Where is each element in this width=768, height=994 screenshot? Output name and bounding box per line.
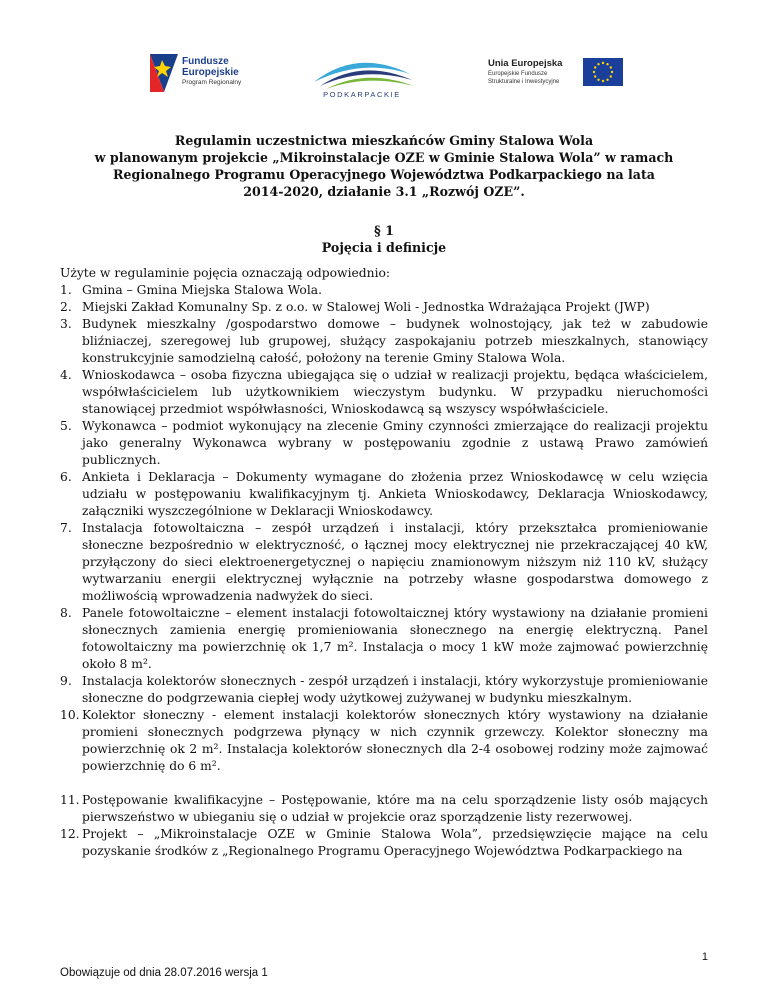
definition-item — [60, 418, 708, 469]
definitions-list — [60, 282, 708, 860]
definition-number: 3. — [60, 317, 72, 331]
definition-text: Instalacja fotowoltaiczna – zespół urządzeń i instalacji, który przekształca promieniowanie słoneczne bezpośrednio w elektryczność, o łącznej mocy elektrycznej nie przekraczającej 40 kW, przyłączony do sieci elektroenergetycznej o napięciu znamionowym niższym niż 110 kV, służący wytwarzaniu energii elektrycznej wyłącznie na potrzeby własne gospodarstwa domowego z możliwością wprowadzenia nadwyżek do sieci. — [82, 521, 708, 603]
definition-text: Instalacja kolektorów słonecznych - zespół urządzeń i instalacji, który wykorzystuje promieniowanie słoneczne do podgrzewania ciepłej wody użytkowej zużywanej w budynku mieszkalnym. — [82, 674, 708, 705]
definition-text: Wnioskodawca – osoba fizyczna ubiegająca się o udział w realizacji projektu, będąca właścicielem, współwłaścicielem lub użytkownikiem wieczystym budynku. W przypadku nieruchomości stanowiącej przedmiot współwłasności, Wnioskodawcą są wszyscy współwłaściciele. — [82, 368, 708, 416]
fe-line-2: Europejskie — [182, 67, 239, 78]
definition-number: 5. — [60, 419, 72, 433]
definition-number: 6. — [60, 470, 72, 484]
definition-text: Panele fotowoltaiczne – element instalacji fotowoltaicznej który wystawiony na działanie promieni słonecznych zamienia energię promieniowania słonecznego na energię elektryczną. Panel fotowoltaiczny ma powierzchnię ok 1,7 m². Instalacja o mocy 1 kW może zajmować powierzchnię około 8 m². — [82, 606, 708, 671]
definition-number: 11. — [60, 793, 80, 807]
definition-number: 12. — [60, 827, 80, 841]
title-line: w planowanym projekcie „Mikroinstalacje OZE w Gminie Stalowa Wola” w ramach — [94, 150, 674, 165]
definition-number: 8. — [60, 606, 72, 620]
definition-text: Budynek mieszkalny /gospodarstwo domowe – budynek wolnostojący, jak też w zabudowie bliźniaczej, szeregowej lub grupowej, służący zaspokajaniu potrzeb mieszkalnych, stanowiący konstrukcyjnie samodzielną całość, położony na terenie Gminy Stalowa Wola. — [82, 317, 708, 365]
fe-line-1: Fundusze — [182, 56, 229, 67]
ue-line-2: Europejskie Fundusze — [488, 71, 548, 77]
definition-text: Postępowanie kwalifikacyjne – Postępowanie, które ma na celu sporządzenie listy osób mających pierwszeństwo w ubieganiu się o udział w projekcie oraz sporządzenie listy rezerwowej. — [82, 793, 708, 824]
title-line: Regionalnego Programu Operacyjnego Województwa Podkarpackiego na lata — [113, 167, 655, 182]
eu-flag-icon — [583, 58, 623, 86]
podkarpackie-logo — [302, 54, 422, 102]
section-header — [60, 222, 708, 256]
definition-text: Miejski Zakład Komunalny Sp. z o.o. w Stalowej Woli - Jednostka Wdrażająca Projekt (JWP) — [82, 300, 650, 314]
fundusze-europejskie-logo — [150, 54, 260, 96]
page-footer — [60, 951, 708, 983]
ue-line-3: Strukturalne i Inwestycyjne — [488, 79, 560, 85]
footer-version: Obowiązuje od dnia 28.07.2016 wersja 1 — [60, 967, 268, 979]
definition-number: 9. — [60, 674, 72, 688]
definition-item — [60, 792, 708, 826]
definition-item — [60, 673, 708, 707]
unia-europejska-logo — [488, 58, 624, 94]
document-title — [60, 132, 708, 200]
definition-text: Gmina – Gmina Miejska Stalowa Wola. — [82, 283, 323, 297]
definition-item — [60, 707, 708, 775]
section-heading: Pojęcia i definicje — [321, 240, 447, 255]
definition-item — [60, 282, 708, 299]
definition-item — [60, 826, 708, 860]
title-line: Regulamin uczestnictwa mieszkańców Gminy Stalowa Wola — [174, 133, 594, 148]
podkarpackie-swoosh-icon — [302, 54, 422, 90]
definition-text: Ankieta i Deklaracja – Dokumenty wymagane do złożenia przez Wnioskodawcę w celu wzięcia udziału w postępowaniu kwalifikacyjnym tj. Ankieta Wnioskodawcy, Deklaracja Wnioskodawcy, załączniki wyszczególnione w Deklaracji Wnioskodawcy. — [82, 470, 708, 518]
title-line: 2014-2020, działanie 3.1 „Rozwój OZE”. — [243, 184, 525, 199]
definition-number: 1. — [60, 283, 72, 297]
ue-line-1: Unia Europejska — [488, 58, 563, 69]
definition-number: 2. — [60, 300, 72, 314]
definition-item — [60, 367, 708, 418]
fe-line-3: Program Regionalny — [182, 79, 242, 86]
fe-flag-icon — [150, 54, 178, 92]
definition-number: 4. — [60, 368, 72, 382]
definition-text: Projekt – „Mikroinstalacje OZE w Gminie Stalowa Wola”, przedsięwzięcie mające na celu pozyskanie środków z „Regionalnego Programu Operacyjnego Województwa Podkarpackiego na — [82, 827, 708, 858]
definition-item — [60, 520, 708, 605]
page-number: 1 — [701, 951, 708, 963]
definition-item — [60, 316, 708, 367]
definition-item — [60, 605, 708, 673]
definition-text: Kolektor słoneczny - element instalacji kolektorów słonecznych który wystawiony na działanie promieni słonecznych podgrzewa płynący w nich czynnik grzewczy. Kolektor słoneczny ma powierzchnię ok 2 m². Instalacja kolektorów słonecznych dla 2-4 osobowej rodziny może zajmować powierzchnię do 6 m². — [82, 708, 708, 773]
intro-text: Użyte w regulaminie pojęcia oznaczają odpowiednio: — [60, 266, 391, 280]
definition-number: 7. — [60, 521, 72, 535]
podkarpackie-text: PODKARPACKIE — [323, 90, 401, 99]
definition-number: 10. — [60, 708, 80, 722]
definition-item — [60, 299, 708, 316]
definition-item — [60, 469, 708, 520]
logo-bar — [0, 52, 768, 102]
definition-text: Wykonawca – podmiot wykonujący na zlecenie Gminy czynności zmierzające do realizacji projektu jako generalny Wykonawca wybrany w postępowaniu zgodnie z ustawą Prawo zamówień publicznych. — [82, 419, 708, 467]
document-body — [60, 265, 708, 860]
section-number: § 1 — [374, 223, 394, 238]
